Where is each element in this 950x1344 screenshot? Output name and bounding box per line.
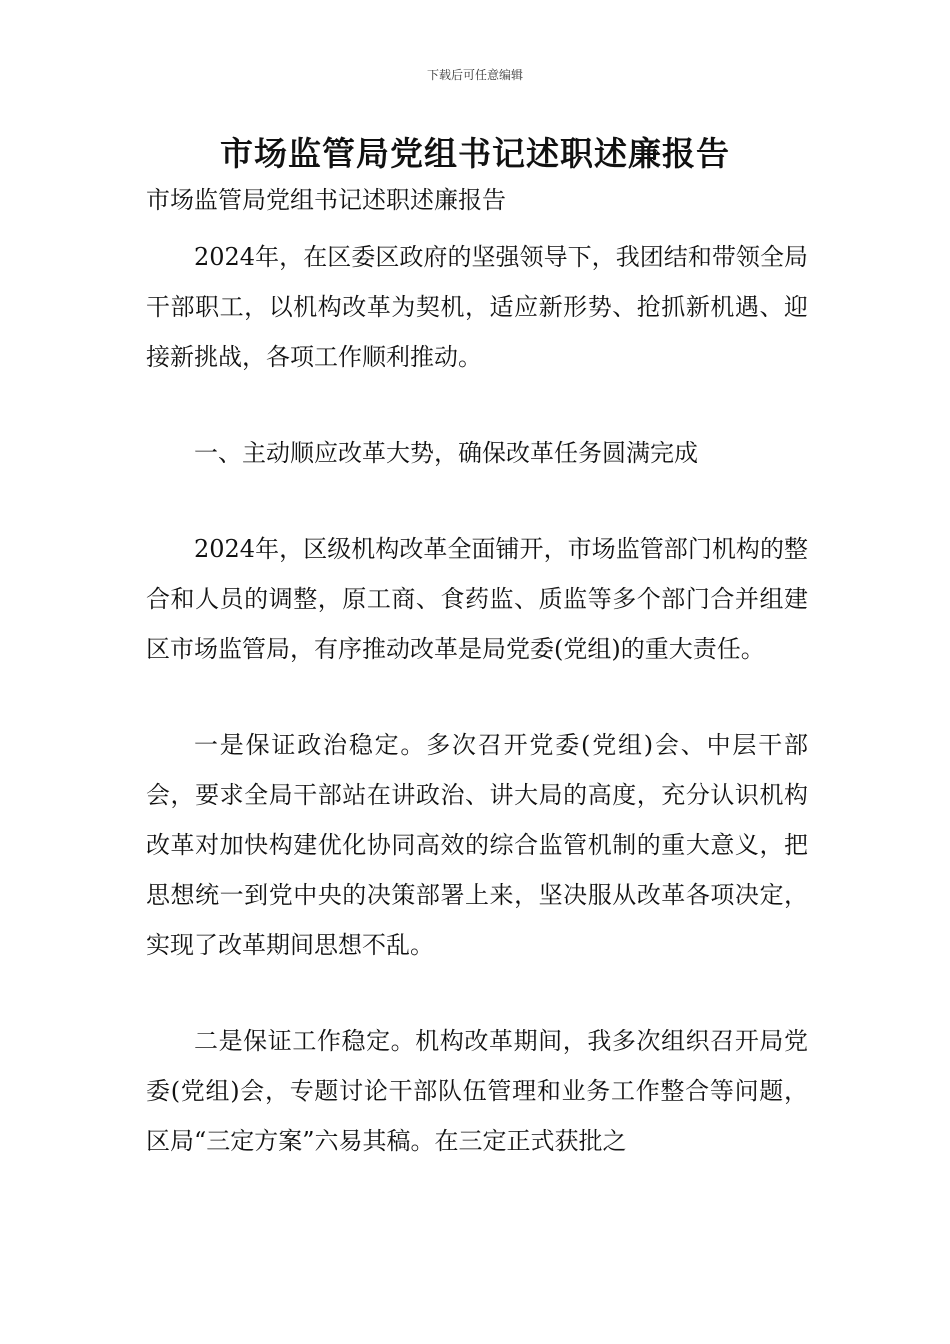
document-subtitle: 市场监管局党组书记述职述廉报告 [146,186,506,214]
document-title: 市场监管局党组书记述职述廉报告 [220,134,730,173]
document-body [146,180,808,1166]
paragraph-political-stability: 一是保证政治稳定。多次召开党委(党组)会、中层干部会，要求全局干部站在讲政治、讲大局的高度，充分认识机构改革对加快构建优化协同高效的综合监管机制的重大意义，把思想统一到党中央的决策部署上来，坚决服从改革各项决定，实现了改革期间思想不乱。 [146,731,808,959]
header-note: 下载后可任意编辑 [426,68,523,82]
paragraph-reform: 2024年，区级机构改革全面铺开，市场监管部门机构的整合和人员的调整，原工商、食药监、质监等多个部门合并组建区市场监管局，有序推动改革是局党委(党组)的重大责任。 [146,535,808,663]
paragraph-work-stability: 二是保证工作稳定。机构改革期间，我多次组织召开局党委(党组)会，专题讨论干部队伍管理和业务工作整合等问题，区局“三定方案”六易其稿。在三定正式获批之 [146,1027,808,1155]
paragraph-intro: 2024年，在区委区政府的坚强领导下，我团结和带领全局干部职工，以机构改革为契机，适应新形势、抢抓新机遇、迎接新挑战，各项工作顺利推动。 [146,243,808,371]
section-heading-1: 一、主动顺应改革大势，确保改革任务圆满完成 [194,439,698,467]
